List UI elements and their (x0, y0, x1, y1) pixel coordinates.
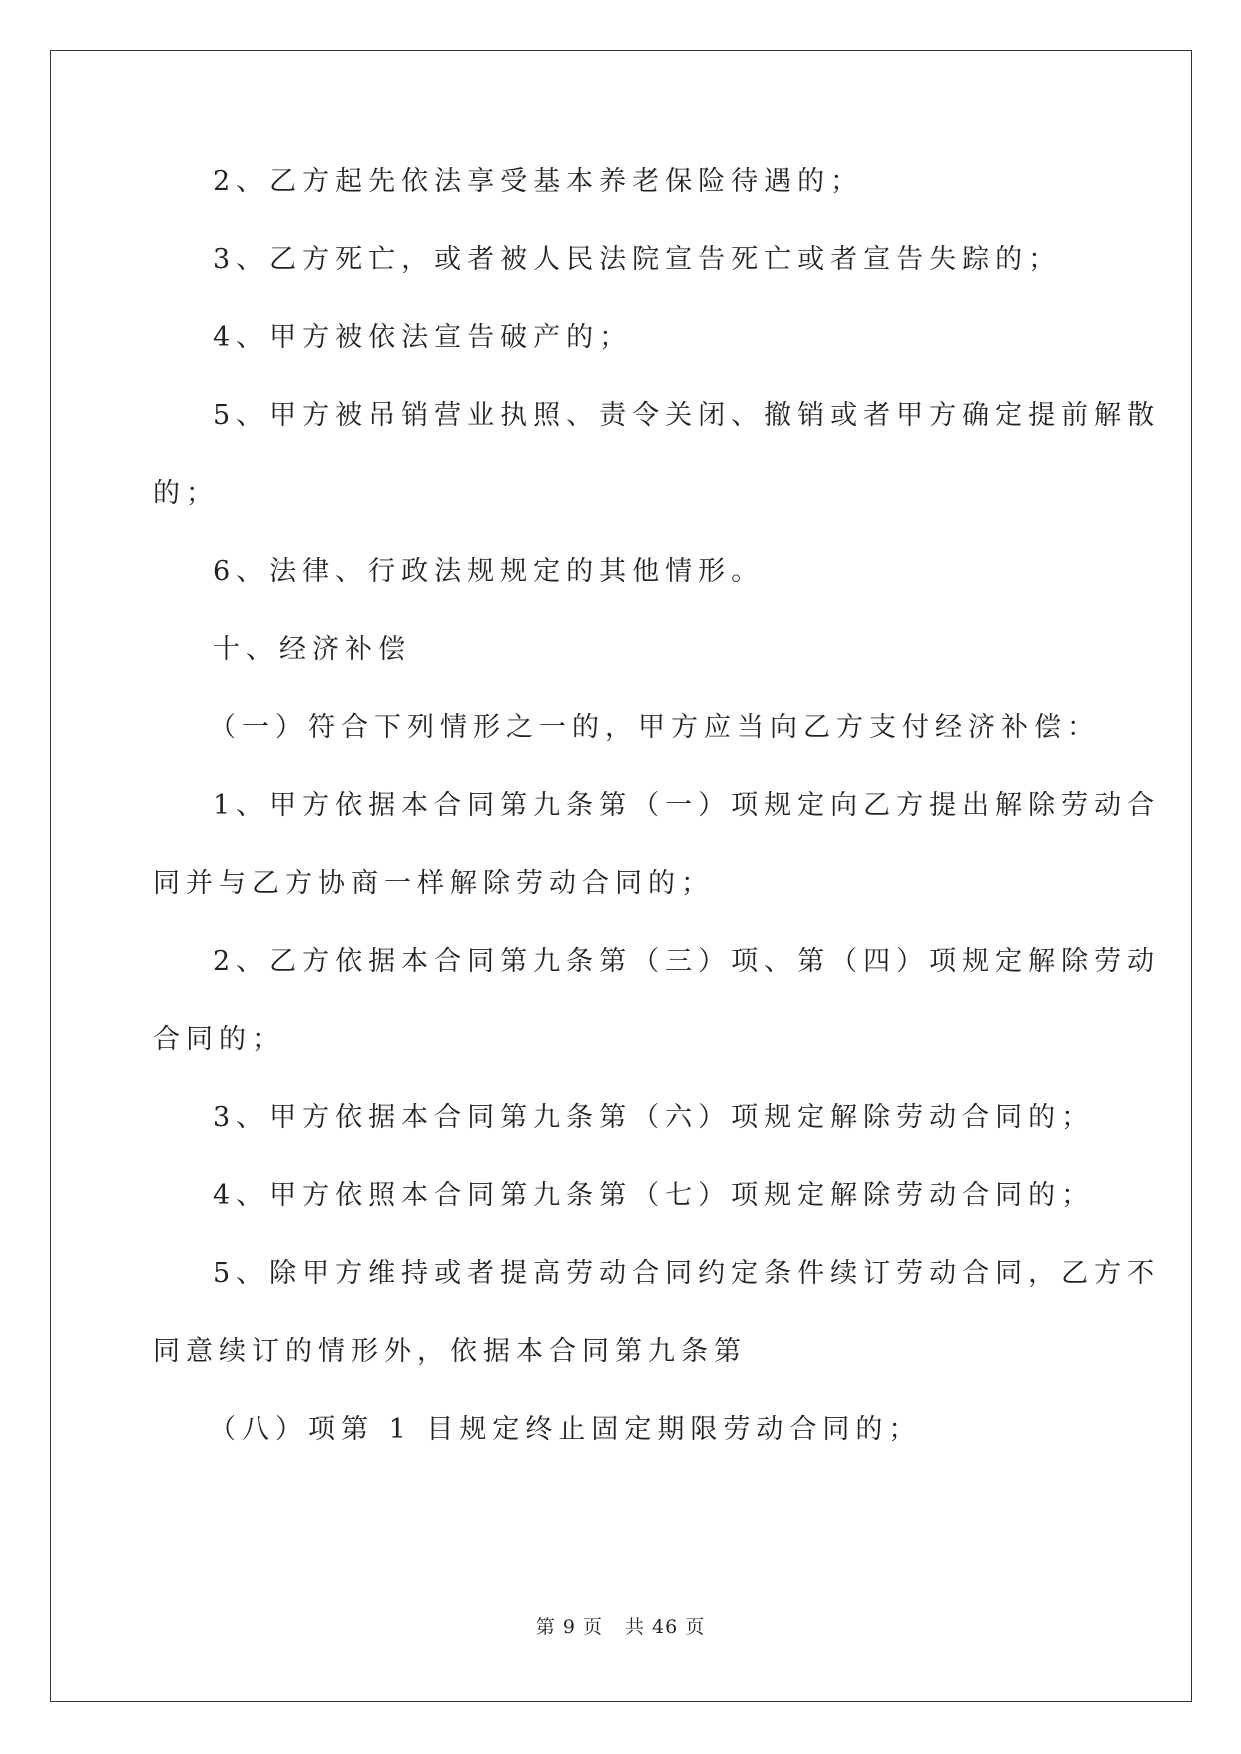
paragraph: 5、除甲方维持或者提高劳动合同约定条件续订劳动合同，乙方不 (213, 1258, 1161, 1289)
paragraph: 4、甲方被依法宣告破产的； (213, 322, 633, 353)
paragraph: （一）符合下列情形之一的，甲方应当向乙方支付经济补偿： (209, 712, 1100, 743)
paragraph: 2、乙方起先依法享受基本养老保险待遇的； (213, 166, 864, 197)
page-footer (0, 1612, 1241, 1639)
page-total: 共 46 页 (624, 1616, 706, 1638)
paragraph: 3、甲方依据本合同第九条第（六）项规定解除劳动合同的； (213, 1102, 1095, 1133)
paragraph-continuation: 同意续订的情形外，依据本合同第九条第 (153, 1336, 747, 1367)
paragraph: 1、甲方依据本合同第九条第（一）项规定向乙方提出解除劳动合 (213, 790, 1161, 821)
paragraph: 5、甲方被吊销营业执照、责令关闭、撤销或者甲方确定提前解散 (213, 400, 1161, 431)
paragraph: 4、甲方依照本合同第九条第（七）项规定解除劳动合同的； (213, 1180, 1095, 1211)
paragraph: （八）项第 1 目规定终止固定期限劳动合同的； (209, 1414, 922, 1445)
paragraph: 6、法律、行政法规规定的其他情形。 (213, 556, 765, 587)
paragraph-continuation: 合同的； (153, 1024, 285, 1055)
section-heading: 十、经济补偿 (213, 634, 411, 665)
paragraph-continuation: 的； (153, 478, 219, 509)
paragraph: 2、乙方依据本合同第九条第（三）项、第（四）项规定解除劳动 (213, 946, 1161, 977)
paragraph-continuation: 同并与乙方协商一样解除劳动合同的； (153, 868, 714, 899)
page-number: 第 9 页 (535, 1616, 603, 1638)
paragraph: 3、乙方死亡，或者被人民法院宣告死亡或者宣告失踪的； (213, 244, 1062, 275)
